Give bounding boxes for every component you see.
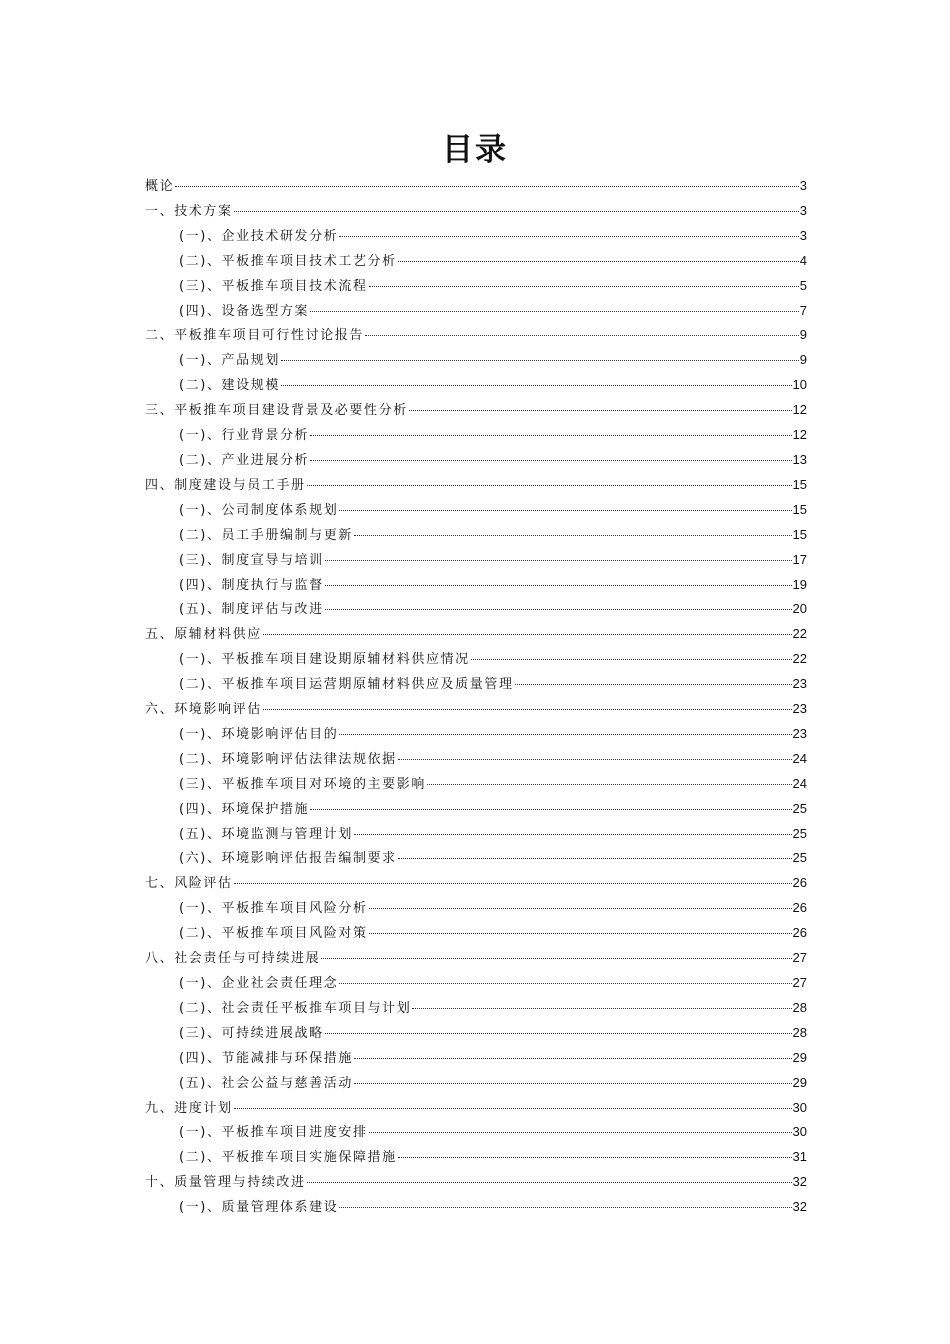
toc-page-number: 3 bbox=[799, 202, 807, 218]
toc-page-number: 7 bbox=[799, 302, 807, 318]
toc-entry-title: 八、社会责任与可持续进展 bbox=[145, 951, 321, 967]
toc-entry-section[interactable] bbox=[145, 423, 807, 448]
toc-page-number: 28 bbox=[792, 1024, 807, 1040]
toc-dot-leader bbox=[310, 310, 799, 312]
toc-dot-leader bbox=[412, 1007, 791, 1009]
toc-entry-title: 一、技术方案 bbox=[145, 203, 233, 219]
toc-dot-leader bbox=[307, 1181, 792, 1183]
toc-dot-leader bbox=[369, 285, 799, 287]
toc-entry-title: 概论 bbox=[145, 179, 175, 194]
toc-page-number: 12 bbox=[792, 427, 807, 443]
toc-dot-leader bbox=[369, 932, 792, 934]
toc-page-number: 5 bbox=[799, 277, 807, 293]
toc-entry-section[interactable] bbox=[145, 573, 807, 598]
toc-page-number: 17 bbox=[792, 551, 807, 567]
toc-dot-leader bbox=[234, 1107, 792, 1109]
toc-page-number: 9 bbox=[799, 352, 807, 368]
toc-dot-leader bbox=[354, 1057, 792, 1059]
toc-entry-title: (一)、产品规划 bbox=[179, 353, 280, 369]
toc-entry-title: 五、原辅材料供应 bbox=[145, 627, 262, 643]
toc-entry-title: (四)、制度执行与监督 bbox=[179, 577, 324, 593]
toc-entry-title: (一)、企业社会责任理念 bbox=[179, 976, 339, 991]
toc-page-number: 12 bbox=[792, 402, 807, 418]
toc-dot-leader bbox=[369, 907, 792, 909]
toc-dot-leader bbox=[281, 359, 799, 361]
toc-page-number: 15 bbox=[792, 501, 807, 517]
toc-entry-section[interactable] bbox=[145, 498, 807, 523]
toc-entry-section[interactable] bbox=[145, 822, 807, 847]
toc-entry-title: (五)、环境监测与管理计划 bbox=[179, 826, 353, 842]
toc-dot-leader bbox=[325, 559, 792, 561]
toc-dot-leader bbox=[263, 633, 792, 635]
toc-entry-title: (一)、企业技术研发分析 bbox=[179, 228, 339, 244]
toc-dot-leader bbox=[427, 783, 792, 785]
toc-page-number: 32 bbox=[792, 1174, 807, 1190]
toc-entry-title: (一)、公司制度体系规划 bbox=[179, 502, 339, 518]
toc-entry-title: (二)、社会责任平板推车项目与计划 bbox=[179, 1000, 412, 1016]
toc-entry-chapter[interactable] bbox=[145, 174, 807, 199]
toc-dot-leader bbox=[310, 459, 791, 461]
toc-entry-section[interactable] bbox=[145, 597, 807, 622]
toc-page-number: 27 bbox=[792, 950, 807, 966]
toc-entry-title: (二)、员工手册编制与更新 bbox=[179, 527, 353, 543]
toc-entry-title: 四、制度建设与员工手册 bbox=[145, 477, 306, 493]
toc-dot-leader bbox=[325, 584, 792, 586]
toc-entry-title: (三)、平板推车项目对环境的主要影响 bbox=[179, 776, 426, 792]
toc-entry-title: 六、环境影响评估 bbox=[145, 702, 262, 718]
toc-dot-leader bbox=[339, 1206, 791, 1208]
toc-dot-leader bbox=[398, 260, 799, 262]
toc-entry-title: (二)、平板推车项目风险对策 bbox=[179, 926, 368, 942]
toc-entry-title: (一)、行业背景分析 bbox=[179, 428, 310, 444]
page-title: 目录 bbox=[442, 132, 508, 168]
toc-dot-leader bbox=[234, 882, 792, 884]
toc-entry-title: (五)、社会公益与慈善活动 bbox=[179, 1075, 353, 1091]
toc-entry-section[interactable] bbox=[145, 971, 807, 996]
toc-entry-title: 七、风险评估 bbox=[145, 876, 233, 892]
toc-dot-leader bbox=[281, 384, 792, 386]
toc-dot-leader bbox=[307, 484, 792, 486]
toc-entry-section[interactable] bbox=[145, 896, 807, 921]
toc-entry-title: (二)、平板推车项目运营期原辅材料供应及质量管理 bbox=[179, 677, 514, 693]
toc-page-number: 28 bbox=[792, 999, 807, 1015]
toc-page-number: 30 bbox=[792, 1124, 807, 1140]
toc-page-number: 9 bbox=[799, 327, 807, 343]
toc-entry-title: (二)、平板推车项目技术工艺分析 bbox=[179, 253, 397, 269]
toc-dot-leader bbox=[325, 608, 792, 610]
toc-page-number: 23 bbox=[792, 701, 807, 717]
toc-page-number: 29 bbox=[792, 1074, 807, 1090]
toc-entry-section[interactable] bbox=[145, 647, 807, 672]
toc-entry-chapter[interactable] bbox=[145, 946, 807, 971]
toc-entry-title: (四)、设备选型方案 bbox=[179, 303, 310, 319]
toc-entry-section[interactable] bbox=[145, 747, 807, 772]
toc-entry-section[interactable] bbox=[145, 846, 807, 871]
toc-entry-section[interactable] bbox=[145, 299, 807, 324]
toc-dot-leader bbox=[471, 658, 792, 660]
toc-dot-leader bbox=[398, 1156, 792, 1158]
toc-entry-section[interactable] bbox=[145, 548, 807, 573]
toc-page-number: 23 bbox=[792, 676, 807, 692]
toc-page-number: 24 bbox=[792, 750, 807, 766]
toc-page-number: 24 bbox=[792, 775, 807, 791]
toc-dot-leader bbox=[398, 758, 792, 760]
toc-page-number: 19 bbox=[792, 576, 807, 592]
toc-dot-leader bbox=[365, 334, 799, 336]
toc-page-number: 15 bbox=[792, 476, 807, 492]
toc-entry-title: (一)、平板推车项目建设期原辅材料供应情况 bbox=[179, 652, 470, 668]
toc-entry-section[interactable] bbox=[145, 1071, 807, 1096]
toc-entry-section[interactable] bbox=[145, 722, 807, 747]
toc-page-number: 15 bbox=[792, 526, 807, 542]
toc-entry-title: (二)、平板推车项目实施保障措施 bbox=[179, 1150, 397, 1166]
toc-entry-chapter[interactable] bbox=[145, 398, 807, 423]
toc-entry-chapter[interactable] bbox=[145, 622, 807, 647]
toc-page-number: 26 bbox=[792, 900, 807, 916]
toc-entry-title: 三、平板推车项目建设背景及必要性分析 bbox=[145, 403, 408, 419]
toc-dot-leader bbox=[339, 509, 791, 511]
toc-page-number: 22 bbox=[792, 651, 807, 667]
toc-entry-section[interactable] bbox=[145, 1195, 807, 1220]
toc-page-number: 3 bbox=[799, 178, 807, 193]
toc-entry-title: 十、质量管理与持续改进 bbox=[145, 1175, 306, 1191]
table-of-contents bbox=[145, 174, 807, 1220]
toc-page-number: 20 bbox=[792, 601, 807, 617]
toc-entry-chapter[interactable] bbox=[145, 199, 807, 224]
toc-dot-leader bbox=[321, 957, 791, 959]
toc-entry-title: (一)、质量管理体系建设 bbox=[179, 1200, 339, 1216]
toc-page-number: 30 bbox=[792, 1099, 807, 1115]
toc-entry-section[interactable] bbox=[145, 1046, 807, 1071]
toc-entry-section[interactable] bbox=[145, 797, 807, 822]
toc-dot-leader bbox=[354, 1082, 792, 1084]
toc-entry-section[interactable] bbox=[145, 672, 807, 697]
toc-entry-section[interactable] bbox=[145, 523, 807, 548]
toc-entry-title: (一)、环境影响评估目的 bbox=[179, 726, 339, 742]
toc-entry-title: (二)、产业进展分析 bbox=[179, 452, 310, 468]
toc-entry-chapter[interactable] bbox=[145, 697, 807, 722]
toc-entry-chapter[interactable] bbox=[145, 323, 807, 348]
toc-page-number: 29 bbox=[792, 1049, 807, 1065]
toc-entry-title: (一)、平板推车项目进度安排 bbox=[179, 1125, 368, 1141]
toc-entry-title: (四)、环境保护措施 bbox=[179, 801, 310, 817]
toc-dot-leader bbox=[310, 434, 791, 436]
toc-dot-leader bbox=[398, 857, 792, 859]
toc-page-number: 32 bbox=[792, 1199, 807, 1215]
toc-dot-leader bbox=[369, 1131, 792, 1133]
toc-entry-title: (二)、环境影响评估法律法规依据 bbox=[179, 751, 397, 767]
toc-entry-section[interactable] bbox=[145, 1145, 807, 1170]
toc-page-number: 4 bbox=[799, 252, 807, 268]
toc-page-number: 13 bbox=[792, 451, 807, 467]
toc-page-number: 23 bbox=[792, 725, 807, 741]
toc-entry-chapter[interactable] bbox=[145, 1170, 807, 1195]
toc-entry-chapter[interactable] bbox=[145, 1096, 807, 1121]
toc-entry-section[interactable] bbox=[145, 448, 807, 473]
toc-dot-leader bbox=[310, 808, 791, 810]
toc-entry-section[interactable] bbox=[145, 249, 807, 274]
toc-entry-section[interactable] bbox=[145, 373, 807, 398]
toc-entry-chapter[interactable] bbox=[145, 871, 807, 896]
toc-page-number: 27 bbox=[792, 975, 807, 990]
toc-dot-leader bbox=[354, 534, 792, 536]
toc-page-number: 22 bbox=[792, 626, 807, 642]
toc-page-number: 25 bbox=[792, 850, 807, 866]
toc-entry-title: (三)、平板推车项目技术流程 bbox=[179, 278, 368, 294]
toc-dot-leader bbox=[325, 1032, 792, 1034]
toc-entry-section[interactable] bbox=[145, 1021, 807, 1046]
toc-entry-title: (四)、节能减排与环保措施 bbox=[179, 1050, 353, 1066]
toc-entry-title: (二)、建设规模 bbox=[179, 378, 280, 394]
toc-dot-leader bbox=[263, 708, 792, 710]
toc-entry-section[interactable] bbox=[145, 348, 807, 373]
toc-entry-section[interactable] bbox=[145, 921, 807, 946]
toc-dot-leader bbox=[339, 982, 791, 984]
toc-entry-title: (六)、环境影响评估报告编制要求 bbox=[179, 851, 397, 867]
toc-entry-title: (一)、平板推车项目风险分析 bbox=[179, 901, 368, 917]
toc-dot-leader bbox=[354, 833, 792, 835]
toc-page-number: 25 bbox=[792, 800, 807, 816]
toc-page-number: 25 bbox=[792, 825, 807, 841]
toc-dot-leader bbox=[409, 409, 792, 411]
toc-entry-title: (五)、制度评估与改进 bbox=[179, 602, 324, 618]
toc-entry-title: 九、进度计划 bbox=[145, 1100, 233, 1116]
toc-entry-section[interactable] bbox=[145, 224, 807, 249]
toc-entry-title: (三)、制度宣导与培训 bbox=[179, 552, 324, 568]
toc-dot-leader bbox=[175, 185, 799, 187]
toc-entry-section[interactable] bbox=[145, 1120, 807, 1145]
toc-page-number: 31 bbox=[792, 1149, 807, 1165]
toc-entry-section[interactable] bbox=[145, 996, 807, 1021]
toc-dot-leader bbox=[339, 235, 798, 237]
toc-page-number: 3 bbox=[799, 227, 807, 243]
toc-entry-section[interactable] bbox=[145, 772, 807, 797]
toc-page-number: 10 bbox=[792, 377, 807, 393]
toc-dot-leader bbox=[234, 210, 799, 212]
toc-entry-title: (三)、可持续进展战略 bbox=[179, 1025, 324, 1041]
toc-dot-leader bbox=[339, 733, 791, 735]
toc-page-number: 26 bbox=[792, 875, 807, 891]
toc-entry-section[interactable] bbox=[145, 274, 807, 299]
toc-entry-chapter[interactable] bbox=[145, 473, 807, 498]
toc-entry-title: 二、平板推车项目可行性讨论报告 bbox=[145, 328, 365, 344]
toc-dot-leader bbox=[515, 683, 792, 685]
toc-page-number: 26 bbox=[792, 925, 807, 941]
